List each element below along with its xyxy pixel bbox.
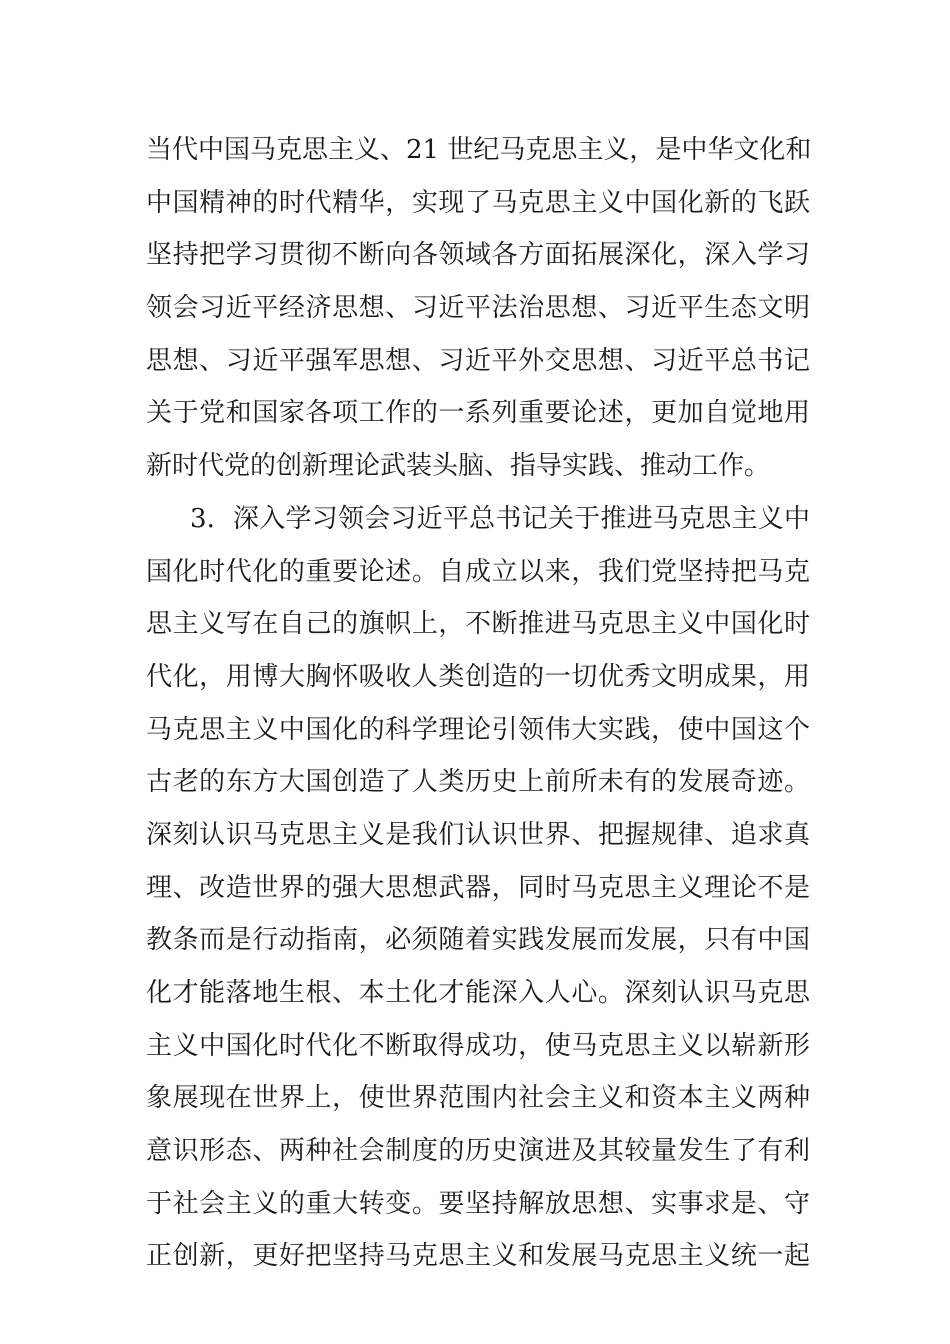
text-line-15: 理、改造世界的强大思想武器，同时马克思主义理论不是 [146,872,810,903]
text-line-9: 国化时代化的重要论述。自成立以来，我们党坚持把马克 [146,556,810,587]
text-line-21: 于社会主义的重大转变。要坚持解放思想、实事求是、守 [146,1188,810,1219]
text-line-12: 马克思主义中国化的科学理论引领伟大实践，使中国这个 [146,714,810,745]
text-line-16: 教条而是行动指南，必须随着实践发展而发展，只有中国 [146,925,810,956]
text-line-7: 新时代党的创新理论武装头脑、指导实践、推动工作。 [146,451,771,482]
text-line-17: 化才能落地生根、本土化才能深入人心。深刻认识马克思 [146,978,810,1008]
text-line-6: 关于党和国家各项工作的一系列重要论述，更加自觉地用 [146,398,810,429]
text-line-19: 象展现在世界上，使世界范围内社会主义和资本主义两种 [146,1083,810,1114]
text-line-18: 主义中国化时代化不断取得成功，使马克思主义以崭新形 [146,1030,810,1061]
text-line-1: 当代中国马克思主义、21 世纪马克思主义，是中华文化和 [146,135,812,165]
text-line-22: 正创新，更好把坚持马克思主义和发展马克思主义统一起 [146,1241,810,1272]
document-body-text [146,128,810,1287]
text-line-13: 古老的东方大国创造了人类历史上前所未有的发展奇迹。 [146,767,810,798]
text-line-20: 意识形态、两种社会制度的历史演进及其较量发生了有利 [146,1136,810,1167]
section-3-heading-line: 3．深入学习领会习近平总书记关于推进马克思主义中 [190,503,810,534]
text-line-4: 领会习近平经济思想、习近平法治思想、习近平生态文明 [146,293,810,324]
text-line-2: 中国精神的时代精华，实现了马克思主义中国化新的飞跃 [146,187,810,218]
text-line-11: 代化，用博大胸怀吸收人类创造的一切优秀文明成果，用 [146,661,810,692]
text-line-10: 思主义写在自己的旗帜上，不断推进马克思主义中国化时 [146,609,810,640]
text-line-14: 深刻认识马克思主义是我们认识世界、把握规律、追求真 [146,819,810,850]
text-line-3: 坚持把学习贯彻不断向各领域各方面拓展深化，深入学习 [146,240,810,271]
text-line-5: 思想、习近平强军思想、习近平外交思想、习近平总书记 [146,345,810,376]
